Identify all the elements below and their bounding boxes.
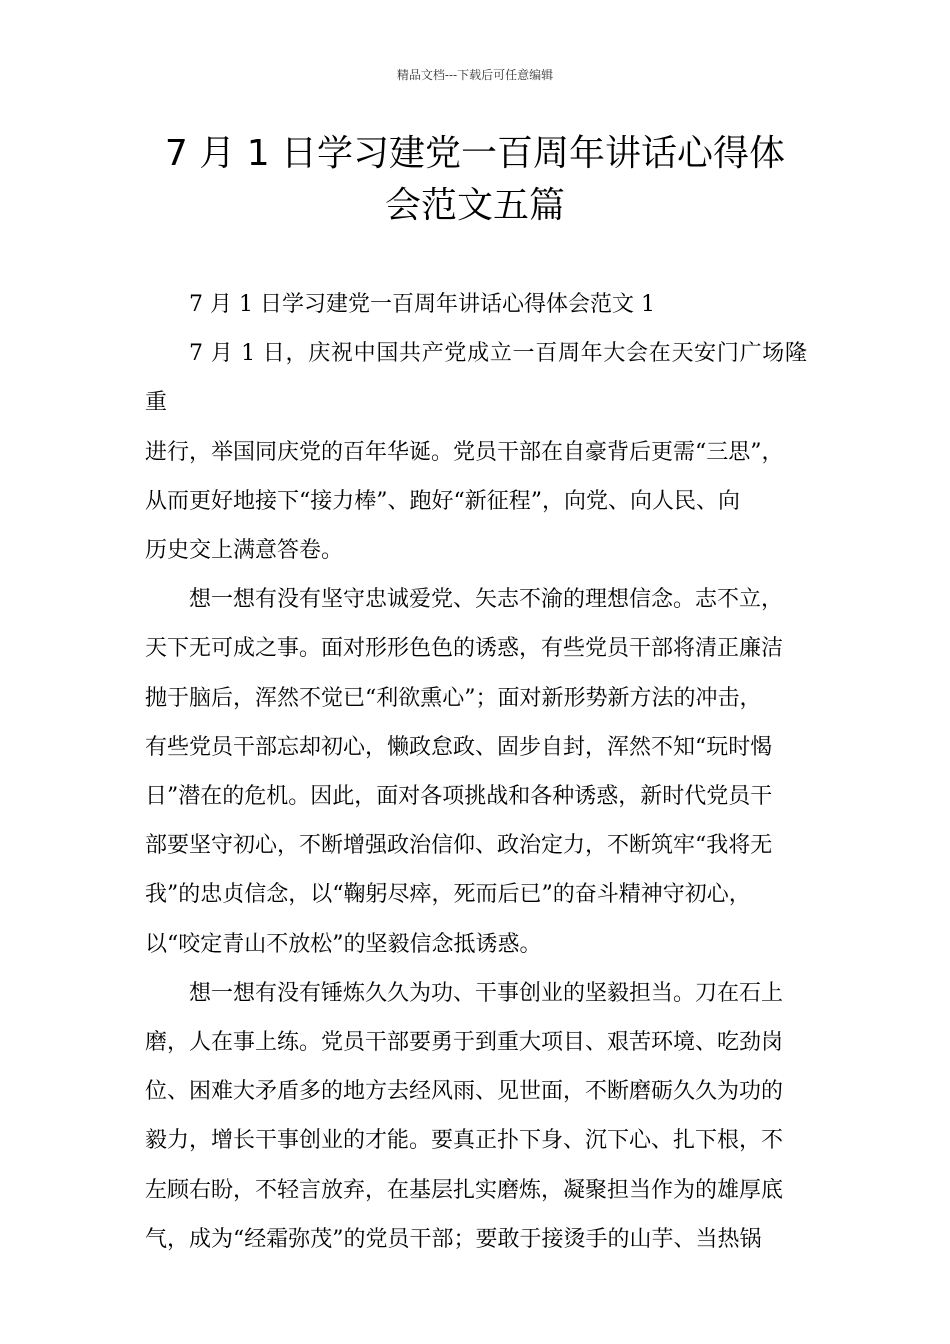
paragraph-line: 位、困难大矛盾多的地方去经风雨、见世面，不断磨砺久久为功的 [145,1079,784,1105]
paragraph-line: 磨，人在事上练。党员干部要勇于到重大项目、艰苦环境、吃劲岗 [145,1030,784,1056]
document-body [145,280,807,1264]
paragraph-line: 7 月 1 日，庆祝中国共产党成立一百周年大会在天安门广场隆重 [145,341,807,416]
paragraph-line: 部要坚守初心，不断增强政治信仰、政治定力，不断筑牢“我将无 [145,833,773,859]
section-heading: 7 月 1 日学习建党一百周年讲话心得体会范文 1 [189,292,655,317]
paragraph-line: 进行，举国同庆党的百年华诞。党员干部在自豪背后更需“三思”， [145,439,784,465]
paragraph-line: 有些党员干部忘却初心，懒政怠政、固步自封，浑然不知“玩时愒 [145,734,773,760]
title-line: 会范文五篇 [384,185,565,226]
paragraph-line: 想一想有没有坚守忠诚爱党、矢志不渝的理想信念。志不立， [189,587,784,613]
paragraph-line: 天下无可成之事。面对形形色色的诱惑，有些党员干部将清正廉洁 [145,636,784,662]
paragraph-3 [145,969,807,1264]
document-title [145,128,805,232]
paragraph-line: 日”潜在的危机。因此，面对各项挑战和各种诱惑，新时代党员干 [145,784,773,810]
paragraph-line: 从而更好地接下“接力棒”、跑好“新征程”，向党、向人民、向 [145,488,740,514]
paragraph-line: 历史交上满意答卷。 [145,538,344,564]
paragraph-line: 以“咬定青山不放松”的坚毅信念抵诱惑。 [145,931,542,957]
paragraph-line: 想一想有没有锤炼久久为功、干事创业的坚毅担当。刀在石上 [189,980,784,1006]
paragraph-line: 我”的忠贞信念，以“鞠躬尽瘁，死而后已”的奋斗精神守初心， [145,882,751,908]
paragraph-line: 左顾右盼，不轻言放弃，在基层扎实磨炼，凝聚担当作为的雄厚底 [145,1177,784,1203]
paragraph-line: 抛于脑后，浑然不觉已“利欲熏心”；面对新形势新方法的冲击， [145,685,762,711]
header-note: 精品文档---下载后可任意编辑 [396,68,554,82]
paragraph-2 [145,575,807,969]
paragraph-line: 毅力，增长干事创业的才能。要真正扑下身、沉下心、扎下根，不 [145,1128,784,1154]
title-line: 7 月 1 日学习建党一百周年讲话心得体 [164,133,786,174]
paragraph-line: 气，成为“经霜弥茂”的党员干部；要敢于接烫手的山芋、当热锅 [145,1226,762,1252]
paragraph-1 [145,329,807,575]
